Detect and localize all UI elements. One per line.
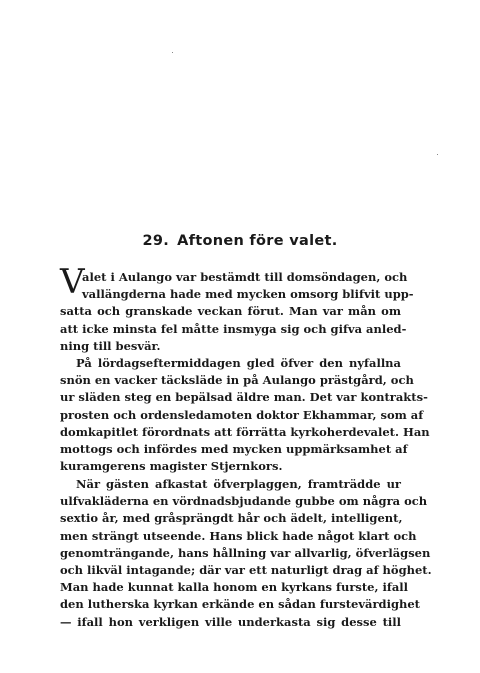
text-line: kuramgerens magister Stjernkors. xyxy=(60,459,283,474)
chapter-number: 29. xyxy=(142,233,170,249)
text-line: alet i Aulango var bestämdt till domsöndagen, och xyxy=(82,270,408,284)
paper-speck xyxy=(172,52,173,53)
text-line: På lördagseftermiddagen gled öfver den nyfallna xyxy=(76,356,401,370)
text-line: — ifall hon verkligen ville underkasta sig desse till xyxy=(60,614,401,629)
text-line: vallängderna hade med mycken omsorg blifvit upp- xyxy=(82,287,414,302)
text-line: sextio år, med gråsprängdt hår och ädelt, intelligent, xyxy=(60,511,403,526)
text-line: den lutherska kyrkan erkände en sådan furstevärdighet xyxy=(60,597,420,612)
text-line: ur släden steg en bepälsad äldre man. Det var kontrakts- xyxy=(60,390,428,405)
text-line: och likväl intagande; där var ett naturligt drag af höghet. xyxy=(60,562,432,577)
paragraph-1 xyxy=(60,269,414,355)
chapter-heading xyxy=(0,233,480,249)
text-line: domkapitlet förordnats att förrätta kyrkoherdevalet. Han xyxy=(60,424,430,439)
text-line: Man hade kunnat kalla honom en kyrkans furste, ifall xyxy=(60,580,409,595)
text-line: satta och granskade veckan förut. Man var mån om xyxy=(60,304,401,319)
text-line: prosten och ordensledamoten doktor Ekhammar, som af xyxy=(60,407,424,422)
text-line: men strängt utseende. Hans blick hade något klart och xyxy=(60,528,417,543)
chapter-title: Aftonen före valet. xyxy=(177,233,338,249)
drop-cap: V xyxy=(60,262,85,302)
text-line: mottogs och infördes med mycken uppmärksamhet af xyxy=(60,441,408,456)
text-line: ning till besvär. xyxy=(60,338,161,353)
text-line: När gästen afkastat öfverplaggen, framträdde ur xyxy=(76,477,401,491)
paragraph-2 xyxy=(60,355,430,475)
text-line: att icke minsta fel måtte insmyga sig och gifva anled- xyxy=(60,321,407,336)
text-line: ulfvakläderna en vördnadsbjudande gubbe om några och xyxy=(60,494,428,509)
text-line: genomträngande, hans hållning var allvarlig, öfverlägsen xyxy=(60,545,431,560)
text-line: snön en vacker täcksläde in på Aulango prästgård, och xyxy=(60,373,414,388)
paper-speck xyxy=(437,154,438,155)
paragraph-3 xyxy=(60,476,432,631)
